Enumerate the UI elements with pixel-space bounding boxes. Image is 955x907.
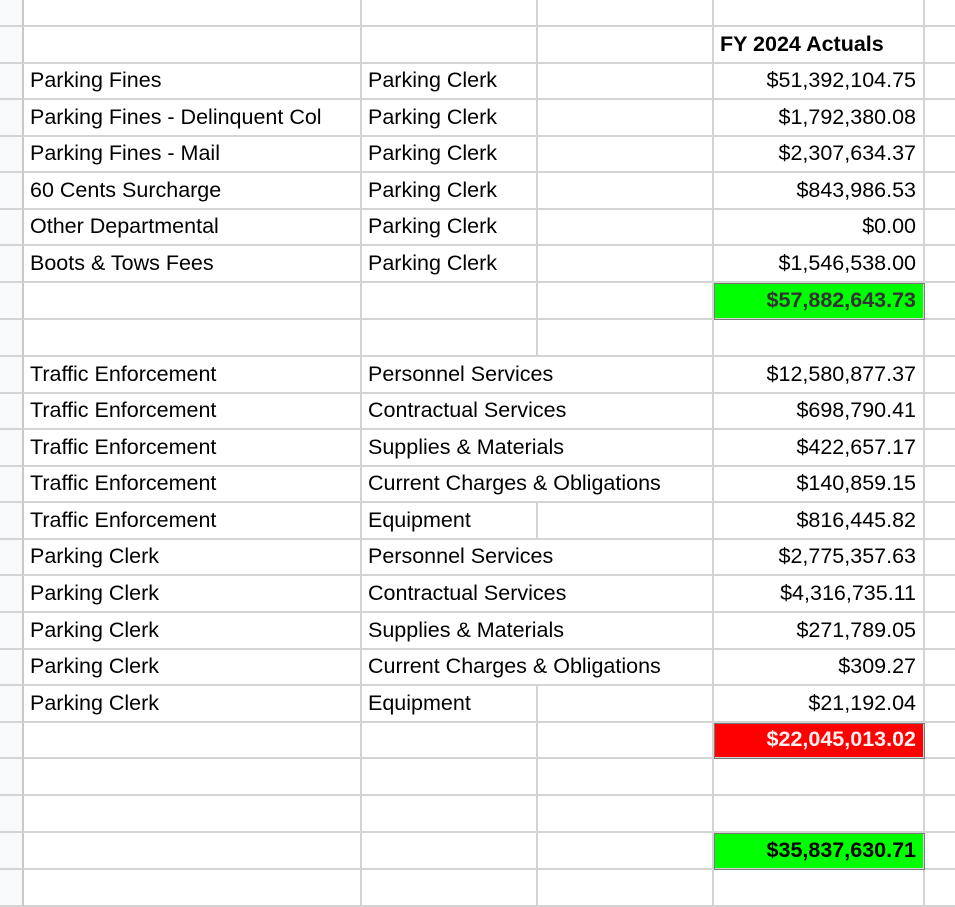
row-header[interactable] bbox=[0, 650, 24, 686]
revenue-dept-cell[interactable]: Parking Clerk bbox=[362, 64, 538, 100]
row-header[interactable] bbox=[0, 357, 24, 394]
revenue-amount-cell[interactable]: $0.00 bbox=[714, 210, 925, 246]
cell-d[interactable] bbox=[714, 796, 925, 833]
sheet-row bbox=[0, 357, 955, 394]
cell-c[interactable] bbox=[538, 100, 714, 137]
expense-amount-cell[interactable]: $21,192.04 bbox=[714, 686, 925, 723]
cell-e[interactable] bbox=[925, 283, 955, 320]
row-header[interactable] bbox=[0, 320, 24, 357]
cell-c[interactable] bbox=[538, 759, 714, 796]
expense-dept-cell[interactable]: Parking Clerk bbox=[24, 650, 362, 686]
cell-c[interactable] bbox=[538, 246, 714, 283]
cell-c[interactable] bbox=[538, 173, 714, 210]
expense-dept-cell[interactable]: Traffic Enforcement bbox=[24, 394, 362, 430]
cell-e[interactable] bbox=[925, 137, 955, 173]
expense-category-cell[interactable]: Current Charges & Obligations bbox=[362, 467, 714, 503]
sheet-row bbox=[0, 0, 955, 27]
row-header[interactable] bbox=[0, 283, 24, 320]
sheet-row bbox=[0, 64, 955, 100]
row-header[interactable] bbox=[0, 137, 24, 173]
row-header[interactable] bbox=[0, 27, 24, 64]
cell-e[interactable] bbox=[925, 246, 955, 283]
cell-c[interactable] bbox=[538, 27, 714, 64]
cell-e[interactable] bbox=[925, 467, 955, 503]
sheet-row bbox=[0, 576, 955, 613]
row-header[interactable] bbox=[0, 210, 24, 246]
cell-e[interactable] bbox=[925, 320, 955, 357]
revenue-source-cell[interactable]: Parking Fines - Delinquent Col bbox=[24, 100, 362, 137]
row-header[interactable] bbox=[0, 759, 24, 796]
cell-a[interactable] bbox=[24, 27, 362, 64]
sheet-row bbox=[0, 723, 955, 759]
expense-amount-cell[interactable]: $12,580,877.37 bbox=[714, 357, 925, 394]
cell-e[interactable] bbox=[925, 503, 955, 540]
row-header[interactable] bbox=[0, 796, 24, 833]
expense-amount-cell[interactable]: $309.27 bbox=[714, 650, 925, 686]
sheet-row bbox=[0, 613, 955, 650]
cell-c[interactable] bbox=[538, 796, 714, 833]
row-header[interactable] bbox=[0, 467, 24, 503]
cell-a[interactable] bbox=[24, 0, 362, 27]
sheet-row bbox=[0, 320, 955, 357]
expense-dept-cell[interactable]: Parking Clerk bbox=[24, 686, 362, 723]
expense-dept-cell[interactable]: Parking Clerk bbox=[24, 540, 362, 576]
revenue-source-cell[interactable]: 60 Cents Surcharge bbox=[24, 173, 362, 210]
row-header[interactable] bbox=[0, 833, 24, 870]
expense-amount-cell[interactable]: $140,859.15 bbox=[714, 467, 925, 503]
cell-e[interactable] bbox=[925, 686, 955, 723]
expense-category-cell[interactable]: Supplies & Materials bbox=[362, 613, 714, 650]
cell-e[interactable] bbox=[925, 613, 955, 650]
cell-e[interactable] bbox=[925, 357, 955, 394]
sheet-row bbox=[0, 540, 955, 576]
cell-e[interactable] bbox=[925, 27, 955, 64]
expense-amount-cell[interactable]: $422,657.17 bbox=[714, 430, 925, 467]
cell-e[interactable] bbox=[925, 173, 955, 210]
row-header[interactable] bbox=[0, 0, 24, 27]
expense-dept-cell[interactable]: Parking Clerk bbox=[24, 613, 362, 650]
revenue-total-cell[interactable]: $57,882,643.73 bbox=[714, 283, 925, 320]
revenue-amount-cell[interactable]: $843,986.53 bbox=[714, 173, 925, 210]
row-header[interactable] bbox=[0, 503, 24, 540]
revenue-dept-cell[interactable]: Parking Clerk bbox=[362, 173, 538, 210]
cell-d[interactable] bbox=[714, 759, 925, 796]
sheet-row bbox=[0, 467, 955, 503]
sheet-row bbox=[0, 210, 955, 246]
sheet-row bbox=[0, 430, 955, 467]
cell-a[interactable] bbox=[24, 283, 362, 320]
cell-e[interactable] bbox=[925, 394, 955, 430]
expense-amount-cell[interactable]: $271,789.05 bbox=[714, 613, 925, 650]
row-header[interactable] bbox=[0, 723, 24, 759]
row-header[interactable] bbox=[0, 686, 24, 723]
cell-e[interactable] bbox=[925, 430, 955, 467]
revenue-source-cell[interactable]: Parking Fines - Mail bbox=[24, 137, 362, 173]
cell-b[interactable] bbox=[362, 320, 538, 357]
sheet-row bbox=[0, 283, 955, 320]
cell-c[interactable] bbox=[538, 686, 714, 723]
expense-total-cell[interactable]: $22,045,013.02 bbox=[714, 723, 925, 759]
revenue-amount-cell[interactable]: $51,392,104.75 bbox=[714, 64, 925, 100]
revenue-amount-cell[interactable]: $1,792,380.08 bbox=[714, 100, 925, 137]
cell-c[interactable] bbox=[538, 283, 714, 320]
sheet-row bbox=[0, 833, 955, 870]
cell-e[interactable] bbox=[925, 650, 955, 686]
expense-amount-cell[interactable]: $4,316,735.11 bbox=[714, 576, 925, 613]
expense-category-cell[interactable]: Equipment bbox=[362, 503, 538, 540]
sheet-row bbox=[0, 137, 955, 173]
cell-a[interactable] bbox=[24, 759, 362, 796]
cell-a[interactable] bbox=[24, 320, 362, 357]
revenue-dept-cell[interactable]: Parking Clerk bbox=[362, 137, 538, 173]
revenue-source-cell[interactable]: Other Departmental bbox=[24, 210, 362, 246]
expense-dept-cell[interactable]: Parking Clerk bbox=[24, 576, 362, 613]
expense-category-cell[interactable]: Personnel Services bbox=[362, 540, 714, 576]
row-header[interactable] bbox=[0, 246, 24, 283]
expense-amount-cell[interactable]: $698,790.41 bbox=[714, 394, 925, 430]
cell-e[interactable] bbox=[925, 723, 955, 759]
expense-category-cell[interactable]: Contractual Services bbox=[362, 394, 714, 430]
cell-c[interactable] bbox=[538, 0, 714, 27]
cell-a[interactable] bbox=[24, 796, 362, 833]
row-header[interactable] bbox=[0, 540, 24, 576]
cell-c[interactable] bbox=[538, 210, 714, 246]
expense-dept-cell[interactable]: Traffic Enforcement bbox=[24, 357, 362, 394]
revenue-amount-cell[interactable]: $1,546,538.00 bbox=[714, 246, 925, 283]
cell-c[interactable] bbox=[538, 320, 714, 357]
cell-c[interactable] bbox=[538, 137, 714, 173]
revenue-dept-cell[interactable]: Parking Clerk bbox=[362, 100, 538, 137]
cell-e[interactable] bbox=[925, 759, 955, 796]
sheet-row bbox=[0, 394, 955, 430]
sheet-row bbox=[0, 759, 955, 796]
expense-category-cell[interactable]: Current Charges & Obligations bbox=[362, 650, 714, 686]
expense-category-cell[interactable]: Contractual Services bbox=[362, 576, 714, 613]
cell-e[interactable] bbox=[925, 0, 955, 27]
cell-d[interactable] bbox=[714, 0, 925, 27]
cell-e[interactable] bbox=[925, 796, 955, 833]
cell-d[interactable] bbox=[714, 320, 925, 357]
expense-amount-cell[interactable]: $816,445.82 bbox=[714, 503, 925, 540]
row-header[interactable] bbox=[0, 394, 24, 430]
cell-c[interactable] bbox=[538, 64, 714, 100]
sheet-row bbox=[0, 173, 955, 210]
sheet-row bbox=[0, 650, 955, 686]
sheet-row bbox=[0, 503, 955, 540]
cell-c[interactable] bbox=[538, 723, 714, 759]
cell-e[interactable] bbox=[925, 64, 955, 100]
sheet-row bbox=[0, 27, 955, 64]
revenue-amount-cell[interactable]: $2,307,634.37 bbox=[714, 137, 925, 173]
sheet-row bbox=[0, 100, 955, 137]
cell-a[interactable] bbox=[24, 723, 362, 759]
revenue-dept-cell[interactable]: Parking Clerk bbox=[362, 210, 538, 246]
expense-category-cell[interactable]: Equipment bbox=[362, 686, 538, 723]
sheet-row bbox=[0, 686, 955, 723]
sheet-row bbox=[0, 796, 955, 833]
revenue-source-cell[interactable]: Boots & Tows Fees bbox=[24, 246, 362, 283]
cell-b[interactable] bbox=[362, 0, 538, 27]
cell-e[interactable] bbox=[925, 100, 955, 137]
cell-e[interactable] bbox=[925, 833, 955, 870]
expense-amount-cell[interactable]: $2,775,357.63 bbox=[714, 540, 925, 576]
expense-category-cell[interactable]: Personnel Services bbox=[362, 357, 714, 394]
expense-dept-cell[interactable]: Traffic Enforcement bbox=[24, 503, 362, 540]
fy-actuals-header[interactable]: FY 2024 Actuals bbox=[714, 27, 925, 64]
cell-c[interactable] bbox=[538, 833, 714, 870]
row-header[interactable] bbox=[0, 64, 24, 100]
cell-b[interactable] bbox=[362, 796, 538, 833]
revenue-dept-cell[interactable]: Parking Clerk bbox=[362, 246, 538, 283]
row-header[interactable] bbox=[0, 173, 24, 210]
net-total-cell[interactable]: $35,837,630.71 bbox=[714, 833, 925, 870]
cell-e[interactable] bbox=[925, 576, 955, 613]
cell-b[interactable] bbox=[362, 833, 538, 870]
row-header[interactable] bbox=[0, 100, 24, 137]
expense-category-cell[interactable]: Supplies & Materials bbox=[362, 430, 714, 467]
expense-dept-cell[interactable]: Traffic Enforcement bbox=[24, 467, 362, 503]
row-header[interactable] bbox=[0, 613, 24, 650]
cell-b[interactable] bbox=[362, 27, 538, 64]
cell-b[interactable] bbox=[362, 283, 538, 320]
cell-e[interactable] bbox=[925, 210, 955, 246]
row-header[interactable] bbox=[0, 430, 24, 467]
cell-b[interactable] bbox=[362, 723, 538, 759]
revenue-source-cell[interactable]: Parking Fines bbox=[24, 64, 362, 100]
cell-b[interactable] bbox=[362, 759, 538, 796]
cell-e[interactable] bbox=[925, 540, 955, 576]
cell-a[interactable] bbox=[24, 833, 362, 870]
row-header[interactable] bbox=[0, 576, 24, 613]
cell-c[interactable] bbox=[538, 503, 714, 540]
sheet-row bbox=[0, 246, 955, 283]
expense-dept-cell[interactable]: Traffic Enforcement bbox=[24, 430, 362, 467]
